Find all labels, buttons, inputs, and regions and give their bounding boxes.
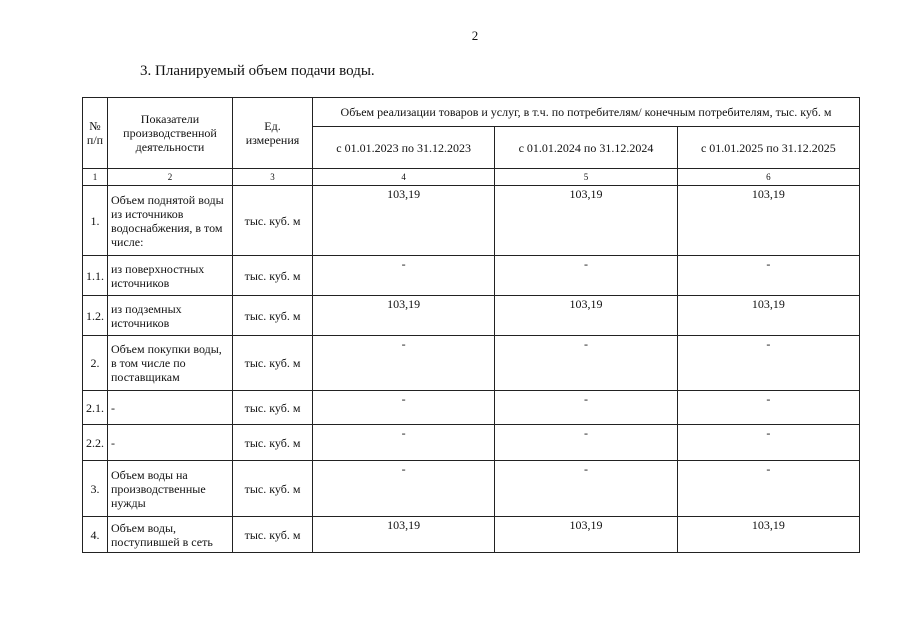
row-value: 103,19 [677, 296, 859, 336]
row-indicator: - [108, 425, 233, 461]
row-value: - [677, 461, 859, 517]
row-num: 2.1. [83, 391, 108, 425]
row-unit: тыс. куб. м [233, 461, 313, 517]
header-indicator: Показатели производственной деятельности [108, 98, 233, 169]
row-value: 103,19 [313, 517, 495, 553]
row-indicator: - [108, 391, 233, 425]
row-value: - [313, 425, 495, 461]
header-period-2025: с 01.01.2025 по 31.12.2025 [677, 127, 859, 169]
row-unit: тыс. куб. м [233, 296, 313, 336]
column-number: 3 [233, 169, 313, 186]
row-value: - [495, 425, 677, 461]
header-volume: Объем реализации товаров и услуг, в т.ч. по потребителям/ конечным потребителям, тыс. куб. м [313, 98, 860, 127]
column-number: 5 [495, 169, 677, 186]
column-number: 6 [677, 169, 859, 186]
row-num: 4. [83, 517, 108, 553]
column-number: 2 [108, 169, 233, 186]
row-value: - [313, 461, 495, 517]
column-number: 1 [83, 169, 108, 186]
row-value: - [313, 256, 495, 296]
row-value: 103,19 [495, 186, 677, 256]
water-supply-table [82, 97, 860, 553]
row-value: - [677, 425, 859, 461]
row-value: 103,19 [313, 186, 495, 256]
table-row [83, 517, 860, 553]
row-value: - [677, 336, 859, 391]
row-value: - [677, 256, 859, 296]
section-title: 3. Планируемый объем подачи воды. [140, 63, 375, 79]
table-row [83, 336, 860, 391]
table-row [83, 296, 860, 336]
row-unit: тыс. куб. м [233, 256, 313, 296]
row-unit: тыс. куб. м [233, 336, 313, 391]
row-value: 103,19 [495, 517, 677, 553]
row-indicator: из подземных источников [108, 296, 233, 336]
row-value: 103,19 [313, 296, 495, 336]
row-value: - [495, 461, 677, 517]
row-num: 2. [83, 336, 108, 391]
table-row [83, 186, 860, 256]
row-unit: тыс. куб. м [233, 517, 313, 553]
row-indicator: Объем воды на производственные нужды [108, 461, 233, 517]
row-num: 1.2. [83, 296, 108, 336]
table-row [83, 425, 860, 461]
row-num: 1.1. [83, 256, 108, 296]
row-num: 2.2. [83, 425, 108, 461]
table-row [83, 461, 860, 517]
row-value: - [313, 391, 495, 425]
row-value: - [495, 391, 677, 425]
column-numbers-row [83, 169, 860, 186]
row-value: - [495, 256, 677, 296]
row-value: - [495, 336, 677, 391]
row-value: 103,19 [677, 186, 859, 256]
row-num: 1. [83, 186, 108, 256]
column-number: 4 [313, 169, 495, 186]
header-period-2023: с 01.01.2023 по 31.12.2023 [313, 127, 495, 169]
page-number: 2 [471, 28, 479, 43]
row-unit: тыс. куб. м [233, 425, 313, 461]
table-row [83, 391, 860, 425]
row-value: - [677, 391, 859, 425]
row-unit: тыс. куб. м [233, 186, 313, 256]
row-indicator: Объем покупки воды, в том числе по поставщикам [108, 336, 233, 391]
table-row [83, 256, 860, 296]
row-value: 103,19 [677, 517, 859, 553]
row-num: 3. [83, 461, 108, 517]
header-period-2024: с 01.01.2024 по 31.12.2024 [495, 127, 677, 169]
row-indicator: Объем воды, поступившей в сеть [108, 517, 233, 553]
row-indicator: из поверхностных источников [108, 256, 233, 296]
header-num: № п/п [83, 98, 108, 169]
header-unit: Ед. измерения [233, 98, 313, 169]
row-indicator: Объем поднятой воды из источников водоснабжения, в том числе: [108, 186, 233, 256]
row-value: - [313, 336, 495, 391]
row-unit: тыс. куб. м [233, 391, 313, 425]
row-value: 103,19 [495, 296, 677, 336]
